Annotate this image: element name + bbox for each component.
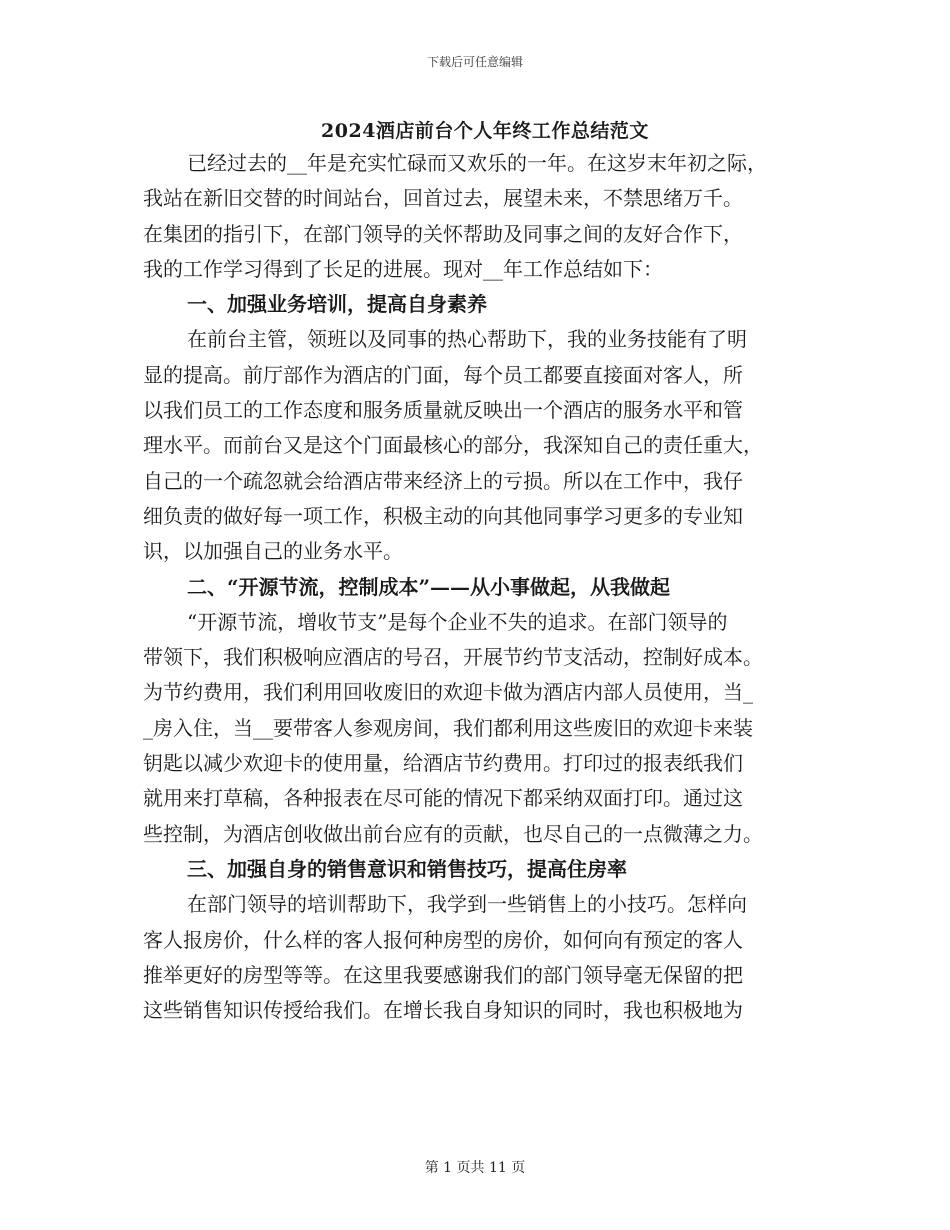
page-number-footer: 第 1 页共 11 页 bbox=[424, 1160, 526, 1176]
paragraph-line: 这些销售知识传授给我们。在增长我自身知识的同时，我也积极地为 bbox=[143, 998, 743, 1023]
paragraph-line: 识，以加强自己的业务水平。 bbox=[143, 539, 403, 564]
paragraph-line: 显的提高。前厅部作为酒店的门面，每个员工都要直接面对客人，所 bbox=[143, 362, 743, 387]
paragraph-line: 就用来打草稿，各种报表在尽可能的情况下都采纳双面打印。通过这 bbox=[143, 786, 743, 811]
paragraph-line: _房入住，当__要带客人参观房间，我们都利用这些废旧的欢迎卡来装 bbox=[143, 715, 753, 740]
section-heading-1: 一、加强业务培训，提高自身素养 bbox=[187, 292, 487, 317]
paragraph-line: 已经过去的__年是充实忙碌而又欢乐的一年。在这岁末年初之际， bbox=[187, 151, 767, 175]
paragraph-line: 细负责的做好每一项工作，积极主动的向其他同事学习更多的专业知 bbox=[143, 503, 743, 528]
section-heading-3: 三、加强自身的销售意识和销售技巧，提高住房率 bbox=[187, 856, 627, 881]
paragraph-line: 客人报房价，什么样的客人报何种房型的房价，如何向有预定的客人 bbox=[143, 927, 743, 952]
paragraph-line: 为节约费用，我们利用回收废旧的欢迎卡做为酒店内部人员使用，当_ bbox=[143, 680, 753, 705]
paragraph-line: 带领下，我们积极响应酒店的号召，开展节约节支活动，控制好成本。 bbox=[143, 645, 763, 670]
paragraph-line: 在集团的指引下，在部门领导的关怀帮助及同事之间的友好合作下， bbox=[143, 221, 743, 246]
section-heading-2: 二、“开源节流，控制成本”——从小事做起，从我做起 bbox=[187, 574, 671, 599]
paragraph-line: 我的工作学习得到了长足的进展。现对__年工作总结如下： bbox=[143, 256, 663, 281]
paragraph-line: 自己的一个疏忽就会给酒店带来经济上的亏损。所以在工作中，我仔 bbox=[143, 468, 743, 493]
paragraph-line: 在部门领导的培训帮助下，我学到一些销售上的小技巧。怎样向 bbox=[187, 892, 747, 917]
paragraph-line: 些控制，为酒店创收做出前台应有的贡献，也尽自己的一点微薄之力。 bbox=[143, 821, 763, 846]
paragraph-line: “开源节流，增收节支”是每个企业不失的追求。在部门领导的 bbox=[187, 609, 728, 634]
header-note: 下载后可任意编辑 bbox=[426, 55, 523, 69]
paragraph-line: 我站在新旧交替的时间站台，回首过去，展望未来，不禁思绪万千。 bbox=[143, 186, 743, 211]
document-title: 2024酒店前台个人年终工作总结范文 bbox=[321, 120, 649, 142]
paragraph-line: 推举更好的房型等等。在这里我要感谢我们的部门领导毫无保留的把 bbox=[143, 962, 743, 987]
paragraph-line: 理水平。而前台又是这个门面最核心的部分，我深知自己的责任重大， bbox=[143, 433, 763, 458]
paragraph-line: 在前台主管，领班以及同事的热心帮助下，我的业务技能有了明 bbox=[187, 327, 747, 352]
paragraph-line: 以我们员工的工作态度和服务质量就反映出一个酒店的服务水平和管 bbox=[143, 398, 743, 423]
document-body bbox=[143, 146, 811, 1028]
paragraph-line: 钥匙以减少欢迎卡的使用量，给酒店节约费用。打印过的报表纸我们 bbox=[143, 751, 743, 776]
